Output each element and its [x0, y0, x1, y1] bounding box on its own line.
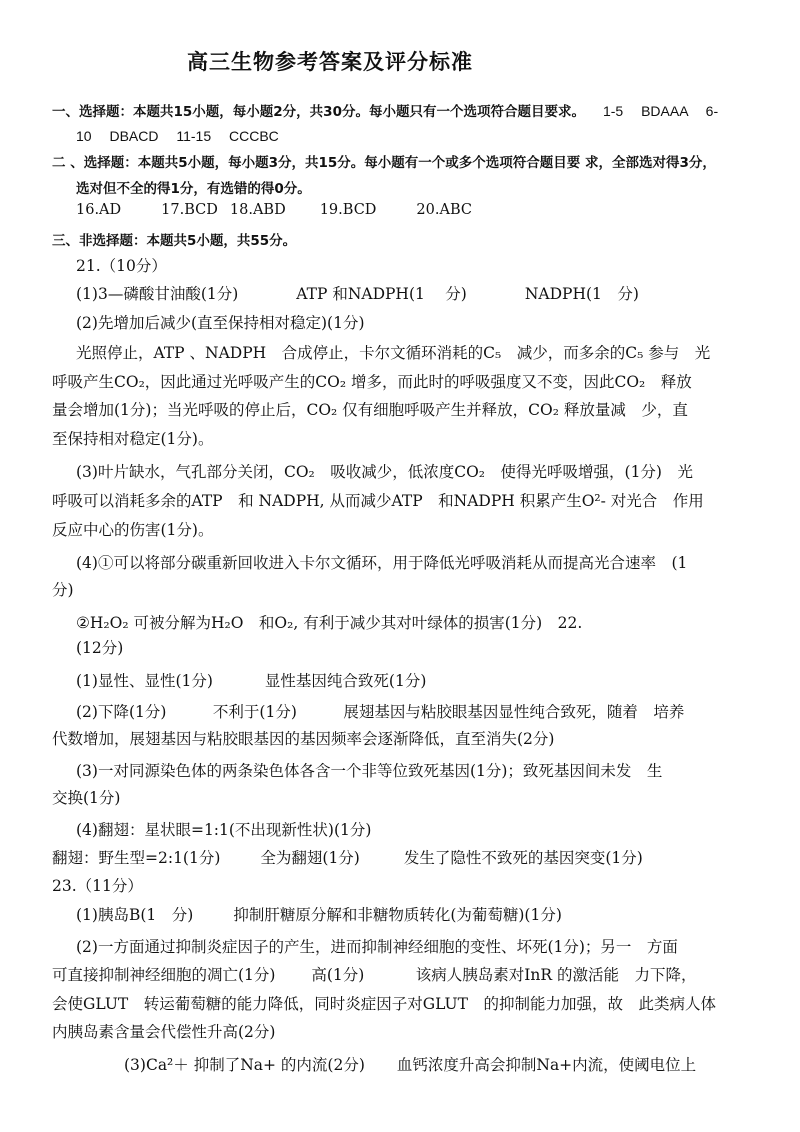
q22-heading: (12分)	[76, 639, 124, 657]
section-3-heading: 三、非选择题：本题共5小题，共55分。	[52, 233, 297, 249]
answer-16: 16.AD	[76, 202, 122, 218]
section-2-answers	[76, 202, 472, 218]
q22-part4-1: (4)翻翅：星状眼=1:1(不出现新性状)(1分)	[76, 821, 372, 839]
q23-part2-2: 可直接抑制神经细胞的凋亡(1分) 高(1分) 该病人胰岛素对InR 的激活能 力下降，	[52, 966, 697, 984]
q21-part1-c: NADPH(1 分)	[524, 285, 639, 303]
q21-part1	[76, 282, 639, 304]
q23-part3-a: (3)Ca²＋ 抑制了Na+ 的内流(2分)	[124, 1056, 365, 1074]
q23-part1-a: (1)胰岛B(1 分)	[76, 906, 194, 924]
section-1-answers-a: 1-5 BDAAA 6-	[602, 103, 719, 119]
q22-part2-2: 代数增加，展翅基因与粘胶眼基因的基因频率会逐渐降低，直至消失(2分)	[52, 730, 555, 748]
q23-part1	[76, 903, 562, 925]
q22-part4-2	[52, 846, 643, 868]
q21-heading: 21.（10分）	[76, 257, 167, 275]
section-1-text: 一、选择题：本题共15小题，每小题2分，共30分。每小题只有一个选项符合题目要求。	[52, 104, 585, 120]
page-title: 高三生物参考答案及评分标准	[187, 50, 473, 74]
q22-part1-b: 显性基因纯合致死(1分)	[264, 672, 427, 690]
q21-part2-explain-3: 量会增加(1分)；当光呼吸的停止后，CO₂ 仅有细胞呼吸产生并释放，CO₂ 释放量减 少，直	[52, 401, 688, 419]
q21-part1-b: ATP 和NADPH(1 分)	[296, 285, 467, 303]
q21-part1-a: (1)3—磷酸甘油酸(1分)	[76, 285, 239, 303]
q21-part2-explain-2: 呼吸产生CO₂，因此通过光呼吸产生的CO₂ 增多，而此时的呼吸强度又不变，因此CO₂ 释放	[52, 373, 692, 391]
section-2-heading: 二 、选择题：本题共5小题，每小题3分，共15分。每小题有一个或多个选项符合题目要 求，全部选对得3分，	[52, 155, 716, 171]
q21-part2: (2)先增加后减少(直至保持相对稳定)(1分)	[76, 314, 365, 332]
answer-17: 17.BCD	[161, 202, 218, 218]
q23-part3-b: 血钙浓度升高会抑制Na+内流，使阈电位上	[396, 1056, 697, 1074]
q22-part3-2: 交换(1分)	[52, 789, 121, 807]
q23-part2-3: 会使GLUT 转运葡萄糖的能力降低，同时炎症因子对GLUT 的抑制能力加强，故 此类病人体	[52, 995, 716, 1013]
section-2-subtext: 选对但不全的得1分，有选错的得0分。	[76, 181, 311, 197]
q21-part3-2: 呼吸可以消耗多余的ATP 和 NADPH, 从而减少ATP 和NADPH 积累产生O²- 对光合 作用	[52, 492, 704, 510]
q22-part2-1: (2)下降(1分) 不利于(1分) 展翅基因与粘胶眼基因显性纯合致死，随着 培养	[76, 703, 685, 721]
q22-part1	[76, 669, 426, 691]
q22-part4-2-c: 发生了隐性不致死的基因突变(1分)	[403, 849, 643, 867]
section-1-heading	[52, 100, 718, 121]
q22-part4-2-b: 全为翻翅(1分)	[260, 849, 360, 867]
q21-part2-explain-1: 光照停止，ATP 、NADPH 合成停止，卡尔文循环消耗的C₅ 减少，而多余的C₅ 参与 光	[76, 344, 711, 362]
q21-part4-3: ②H₂O₂ 可被分解为H₂O 和O₂, 有利于减少其对叶绿体的损害(1分) 22.	[76, 614, 583, 632]
q21-part3-1: (3)叶片缺水，气孔部分关闭，CO₂ 吸收减少，低浓度CO₂ 使得光呼吸增强，(1分) 光	[76, 463, 693, 481]
q23-heading: 23.（11分）	[52, 877, 143, 895]
section-1-answers-b: 10 DBACD 11-15 CCCBC	[76, 128, 279, 144]
q23-part1-b: 抑制肝糖原分解和非糖物质转化(为葡萄糖)(1分)	[233, 906, 562, 924]
q22-part1-a: (1)显性、显性(1分)	[76, 672, 213, 690]
q23-part3	[124, 1053, 696, 1075]
q22-part4-2-a: 翻翅：野生型=2:1(1分)	[52, 849, 221, 867]
answer-18: 18.ABD	[229, 202, 286, 218]
q21-part2-explain-4: 至保持相对稳定(1分)。	[52, 430, 214, 448]
q21-part3-3: 反应中心的伤害(1分)。	[52, 521, 214, 539]
q22-part3-1: (3)一对同源染色体的两条染色体各含一个非等位致死基因(1分)；致死基因间未发 生	[76, 762, 663, 780]
answer-20: 20.ABC	[416, 202, 472, 218]
q23-part2-4: 内胰岛素含量会代偿性升高(2分)	[52, 1023, 276, 1041]
q21-part4-1: (4)①可以将部分碳重新回收进入卡尔文循环，用于降低光呼吸消耗从而提高光合速率 (1	[76, 554, 688, 572]
q23-part2-1: (2)一方面通过抑制炎症因子的产生，进而抑制神经细胞的变性、坏死(1分)；另一 方面	[76, 938, 678, 956]
answer-19: 19.BCD	[319, 202, 377, 218]
q21-part4-2: 分)	[52, 581, 74, 599]
